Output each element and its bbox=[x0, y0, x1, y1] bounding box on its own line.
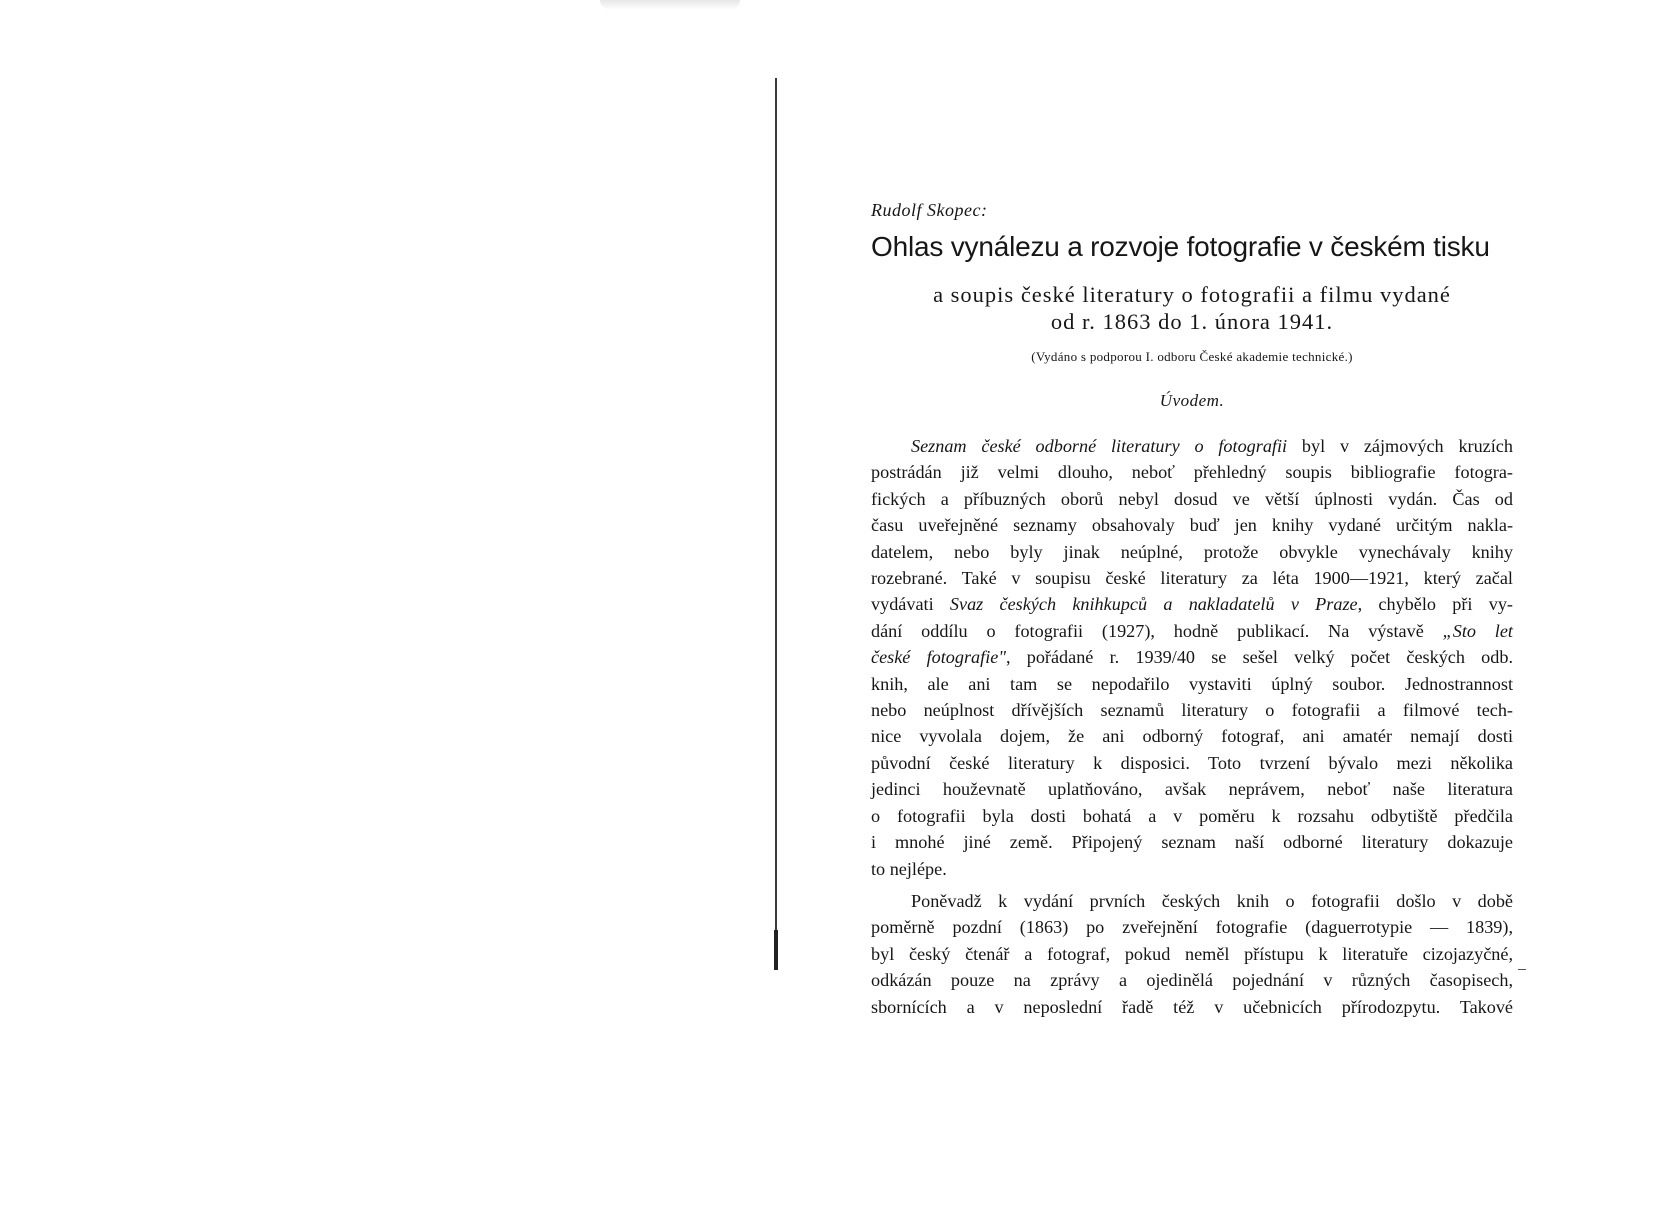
article-subtitle bbox=[871, 281, 1513, 335]
text-line: nebo neúplnost dřívějších seznamů literatury o fotografii a filmové tech- bbox=[871, 700, 1513, 721]
text-line: to nejlépe. bbox=[871, 858, 947, 879]
text-line: postrádán již velmi dlouho, neboť přehledný soupis bibliografie fotogra- bbox=[871, 462, 1513, 483]
publication-note: (Vydáno s podporou I. odboru České akademie technické.) bbox=[1031, 349, 1353, 364]
page-spine-mark bbox=[774, 930, 778, 970]
author-name: Rudolf Skopec: bbox=[871, 200, 988, 220]
text-line: byl český čtenář a fotograf, pokud neměl přístupu k literatuře cizojazyčné, bbox=[871, 943, 1513, 964]
text-line: fických a příbuzných oborů nebyl dosud ve větší úplnosti vydán. Čas od bbox=[871, 488, 1513, 509]
margin-mark bbox=[1518, 969, 1526, 970]
section-heading: Úvodem. bbox=[1159, 391, 1225, 410]
text-line: dání oddílu o fotografii (1927), hodně publikací. Na výstavě „Sto let bbox=[871, 620, 1513, 641]
document-page bbox=[871, 200, 1513, 1026]
italic-text: Svaz českých knihkupců a nakladatelů v Praze bbox=[949, 594, 1358, 615]
text-line: datelem, nebo byly jinak neúplné, protože obvykle vynechávaly knihy bbox=[871, 541, 1513, 562]
text-line: poměrně pozdní (1863) po zveřejnění fotografie (daguerrotypie — 1839), bbox=[871, 917, 1513, 938]
text-line: i mnohé jiné země. Připojený seznam naší odborné literatury dokazuje bbox=[871, 832, 1513, 853]
italic-text: Seznam české odborné literatury o fotografii bbox=[911, 436, 1288, 456]
italic-text: „Sto let bbox=[1442, 620, 1513, 641]
text-line: času uveřejněné seznamy obsahovaly buď jen knihy vydané určitým nakla- bbox=[871, 515, 1513, 536]
text-line: sbornících a v neposlední řadě též v učebnicích přírodozpytu. Takové bbox=[871, 996, 1513, 1017]
text-line: odkázán pouze na zprávy a ojedinělá pojednání v různých časopisech, bbox=[871, 970, 1513, 991]
text-line: o fotografii byla dosti bohatá a v poměru k rozsahu odbytiště předčila bbox=[871, 805, 1513, 826]
text-line: knih, ale ani tam se nepodařilo vystaviti úplný soubor. Jednostrannost bbox=[871, 673, 1513, 694]
page-spine-line bbox=[775, 78, 777, 970]
text-line: Poněvadž k vydání prvních českých knih o fotografii došlo v době bbox=[911, 890, 1513, 911]
article-title: Ohlas vynálezu a rozvoje fotografie v českém tisku bbox=[871, 231, 1490, 262]
text-line: jedinci houževnatě uplatňováno, avšak neprávem, neboť naše literatura bbox=[871, 779, 1513, 800]
text-line: nice vyvolala dojem, že ani odborný fotograf, ani amatér nemají dosti bbox=[871, 726, 1513, 747]
text-line: původní české literatury k disposici. Toto tvrzení bývalo mezi několika bbox=[871, 752, 1513, 773]
text-line: vydávati Svaz českých knihkupců a nakladatelů v Praze, chybělo při vy- bbox=[871, 594, 1513, 615]
paragraph-1 bbox=[871, 433, 1513, 882]
text-line: české fotografie", pořádané r. 1939/40 se sešel velký počet českých odb. bbox=[871, 647, 1513, 668]
scan-shadow bbox=[600, 0, 740, 10]
subtitle-line-1: a soupis české literatury o fotografii a filmu vydané bbox=[933, 282, 1451, 307]
paragraph-2 bbox=[871, 888, 1513, 1020]
italic-text: české fotografie" bbox=[871, 647, 1006, 668]
subtitle-line-2: od r. 1863 do 1. února 1941. bbox=[1050, 309, 1334, 334]
text-line: rozebrané. Také v soupisu české literatury za léta 1900—1921, který začal bbox=[871, 568, 1513, 589]
text-line: Seznam české odborné literatury o fotografii byl v zájmových kruzích bbox=[911, 436, 1513, 456]
